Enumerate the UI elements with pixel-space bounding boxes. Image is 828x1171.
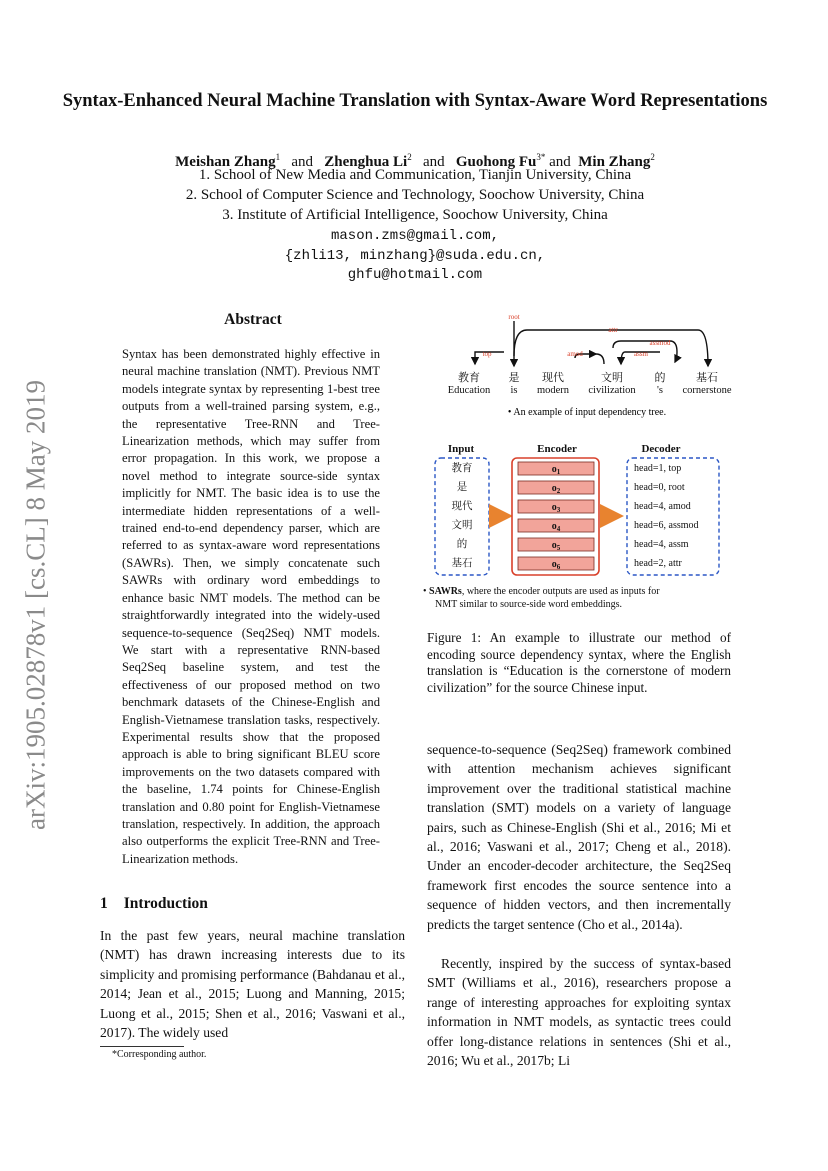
paragraph: sequence-to-sequence (Seq2Seq) framework combined with attention mechanism achieves significant improvement over the traditional statistical machine translation (SMT) models on a variety of language pairs, such as Chinese-English (Shi et al., 2016; Mi et al., 2016; Vaswani et al., 2017; Cheng et al., 2018). Under an encoder-decoder architecture, the Seq2Seq framework first encodes the source sentence into a sequence of hidden vectors, and then incrementally predicts the target sentence (Cho et al., 2014a). [427, 742, 731, 932]
author-name: Meishan Zhang [175, 154, 276, 170]
decoder-output: head=4, assm [634, 539, 689, 550]
decoder-output: head=1, top [634, 463, 682, 474]
footnote-rule [100, 1046, 184, 1047]
arxiv-stamp [18, 365, 54, 845]
author-sup: 2 [650, 152, 655, 162]
paragraph: Recently, inspired by the success of syntax-based SMT (Williams et al., 2016), researchers propose a range of interesting approaches for exploiting syntax information in NMT models, as syntactic trees could offer long-distance relations in sentences (Shi et al., 2016; Wu et al., 2017b; Li [427, 956, 731, 1069]
and-word: and [422, 154, 445, 170]
intro-paragraph-continued [427, 740, 731, 934]
section-heading [100, 895, 208, 913]
paper-title: Syntax-Enhanced Neural Machine Translation with Syntax-Aware Word Representations [62, 91, 768, 111]
abstract-heading: Abstract [224, 311, 282, 328]
tree-word-zh: 文明 [601, 372, 623, 384]
encoder-label: $o_5$ [551, 540, 561, 552]
encoder-label: $o_6$ [551, 559, 561, 571]
encoder-header: Encoder [537, 443, 577, 455]
input-word: 的 [456, 539, 468, 550]
decoder-output: head=2, attr [634, 558, 682, 569]
figure-1 [415, 308, 745, 618]
author-sup: 1 [275, 152, 281, 162]
encoder-label: $o_4$ [551, 521, 561, 533]
tree-word-en: is [510, 385, 518, 396]
architecture-note-line2: NMT similar to source-side word embeddings. [435, 599, 623, 610]
tree-word-zh: 基石 [696, 372, 718, 384]
tree-word-en: 's [657, 385, 663, 396]
tree-word-en: modern [536, 385, 570, 396]
architecture-note: • SAWRs, where the encoder outputs are used as inputs for [423, 586, 660, 597]
and-word: and [291, 154, 313, 170]
decoder-output: head=0, root [634, 482, 685, 493]
arc-label: top [482, 350, 492, 358]
author-sup: 2 [407, 152, 412, 162]
affiliation: 3. Institute of Artificial Intelligence, Soochow University, China [222, 207, 608, 223]
attr-arc [514, 330, 708, 366]
tree-word-zh: 教育 [458, 372, 480, 384]
footnote: *Corresponding author. [112, 1049, 207, 1060]
section-title: Introduction [123, 895, 208, 912]
input-word: 基石 [451, 558, 473, 569]
author-name: Zhenghua Li [324, 154, 408, 170]
author-sup: 3* [536, 152, 546, 162]
input-word: 现代 [451, 501, 473, 512]
encoder-label: $o_2$ [551, 483, 561, 495]
tree-word-en: civilization [588, 385, 636, 396]
email: mason.zms@gmail.com, [330, 228, 500, 244]
affiliation: 2. School of Computer Science and Technology, Soochow University, China [185, 187, 645, 203]
arc-label: assm [634, 350, 648, 358]
arc-label: attr [608, 326, 618, 334]
amod-arc-a [596, 354, 604, 364]
input-word: 文明 [451, 520, 473, 531]
affiliation: 1. School of New Media and Communication, Tianjin University, China [198, 167, 632, 183]
and-word: and [549, 154, 571, 170]
tree-note: • An example of input dependency tree. [507, 407, 667, 418]
abstract-text: Syntax has been demonstrated highly effective in neural machine translation (NMT). Previous NMT models integrate syntax by representing 1-best tree outputs from a well-trained parsing system, e.g., the representative Tree-RNN and Tree-Linearization methods, which may suffer from error propagation. In this work, we propose a novel method to integrate source-side syntax implicitly for NMT. The basic idea is to use the intermediate hidden representations of a well-trained end-to-end dependency parser, which are referred to as syntax-aware word representations (SAWRs). Then, we simply concatenate such SAWRs with ordinary word embeddings to enhance basic NMT models. The method can be straightforwardly integrated into the widely-used sequence-to-sequence (Seq2Seq) NMT models. We start with a representative RNN-based Seq2Seq baseline system, and test the effectiveness of our proposed method on two benchmark datasets of the Chinese-English and English-Vietnamese translation tasks, respectively. Experimental results show that the proposed approach is able to bring significant BLEU score improvements on the two datasets compared with the baseline, 1.74 points for Chinese-English translation and 0.80 point for English-Vietnamese translation, respectively. In addition, the approach also outperforms the explicit Tree-RNN and Tree-Linearization methods. [122, 347, 380, 866]
encoder-label: $o_3$ [551, 502, 561, 514]
email: ghfu@hotmail.com [347, 267, 483, 283]
decoder-output: head=4, amod [634, 501, 691, 512]
author-name: Min Zhang [578, 154, 651, 170]
dependency-arcs [475, 321, 708, 366]
arxiv-id: arXiv:1905.02878v1 [cs.CL] 8 May 2019 [20, 380, 51, 830]
figure-caption: Figure 1: An example to illustrate our method of encoding source dependency syntax, where the English translation is “Education is the cornerstone of modern civilization” for the source Chinese input. [427, 630, 731, 695]
tree-word-zh: 是 [508, 372, 520, 384]
intro-paragraph: In the past few years, neural machine translation (NMT) has drawn increasing interests due to its simplicity and promising performance (Bahdanau et al., 2014; Jean et al., 2015; Luong and Manning, 2015; Luong et al., 2015; Shen et al., 2016; Vaswani et al., 2017). The widely used [100, 928, 405, 1041]
decoder-output: head=6, assmod [634, 520, 699, 531]
input-header: Input [447, 443, 475, 455]
author-name: Guohong Fu [455, 154, 537, 170]
tree-word-en: cornerstone [682, 385, 732, 396]
arc-label: root [508, 313, 520, 321]
encoder-label: $o_1$ [551, 464, 561, 476]
section-number: 1 [100, 895, 108, 912]
tree-word-zh: 的 [654, 372, 666, 384]
email: {zhli13, minzhang}@suda.edu.cn, [284, 248, 546, 264]
input-word: 教育 [451, 463, 473, 474]
tree-word-en: Education [447, 385, 491, 396]
intro-paragraph-2 [427, 954, 731, 1070]
input-word: 是 [456, 482, 468, 493]
arc-label: assmod [649, 339, 671, 347]
decoder-header: Decoder [641, 443, 681, 455]
tree-word-zh: 现代 [542, 372, 564, 384]
arc-label: amod [567, 350, 583, 358]
